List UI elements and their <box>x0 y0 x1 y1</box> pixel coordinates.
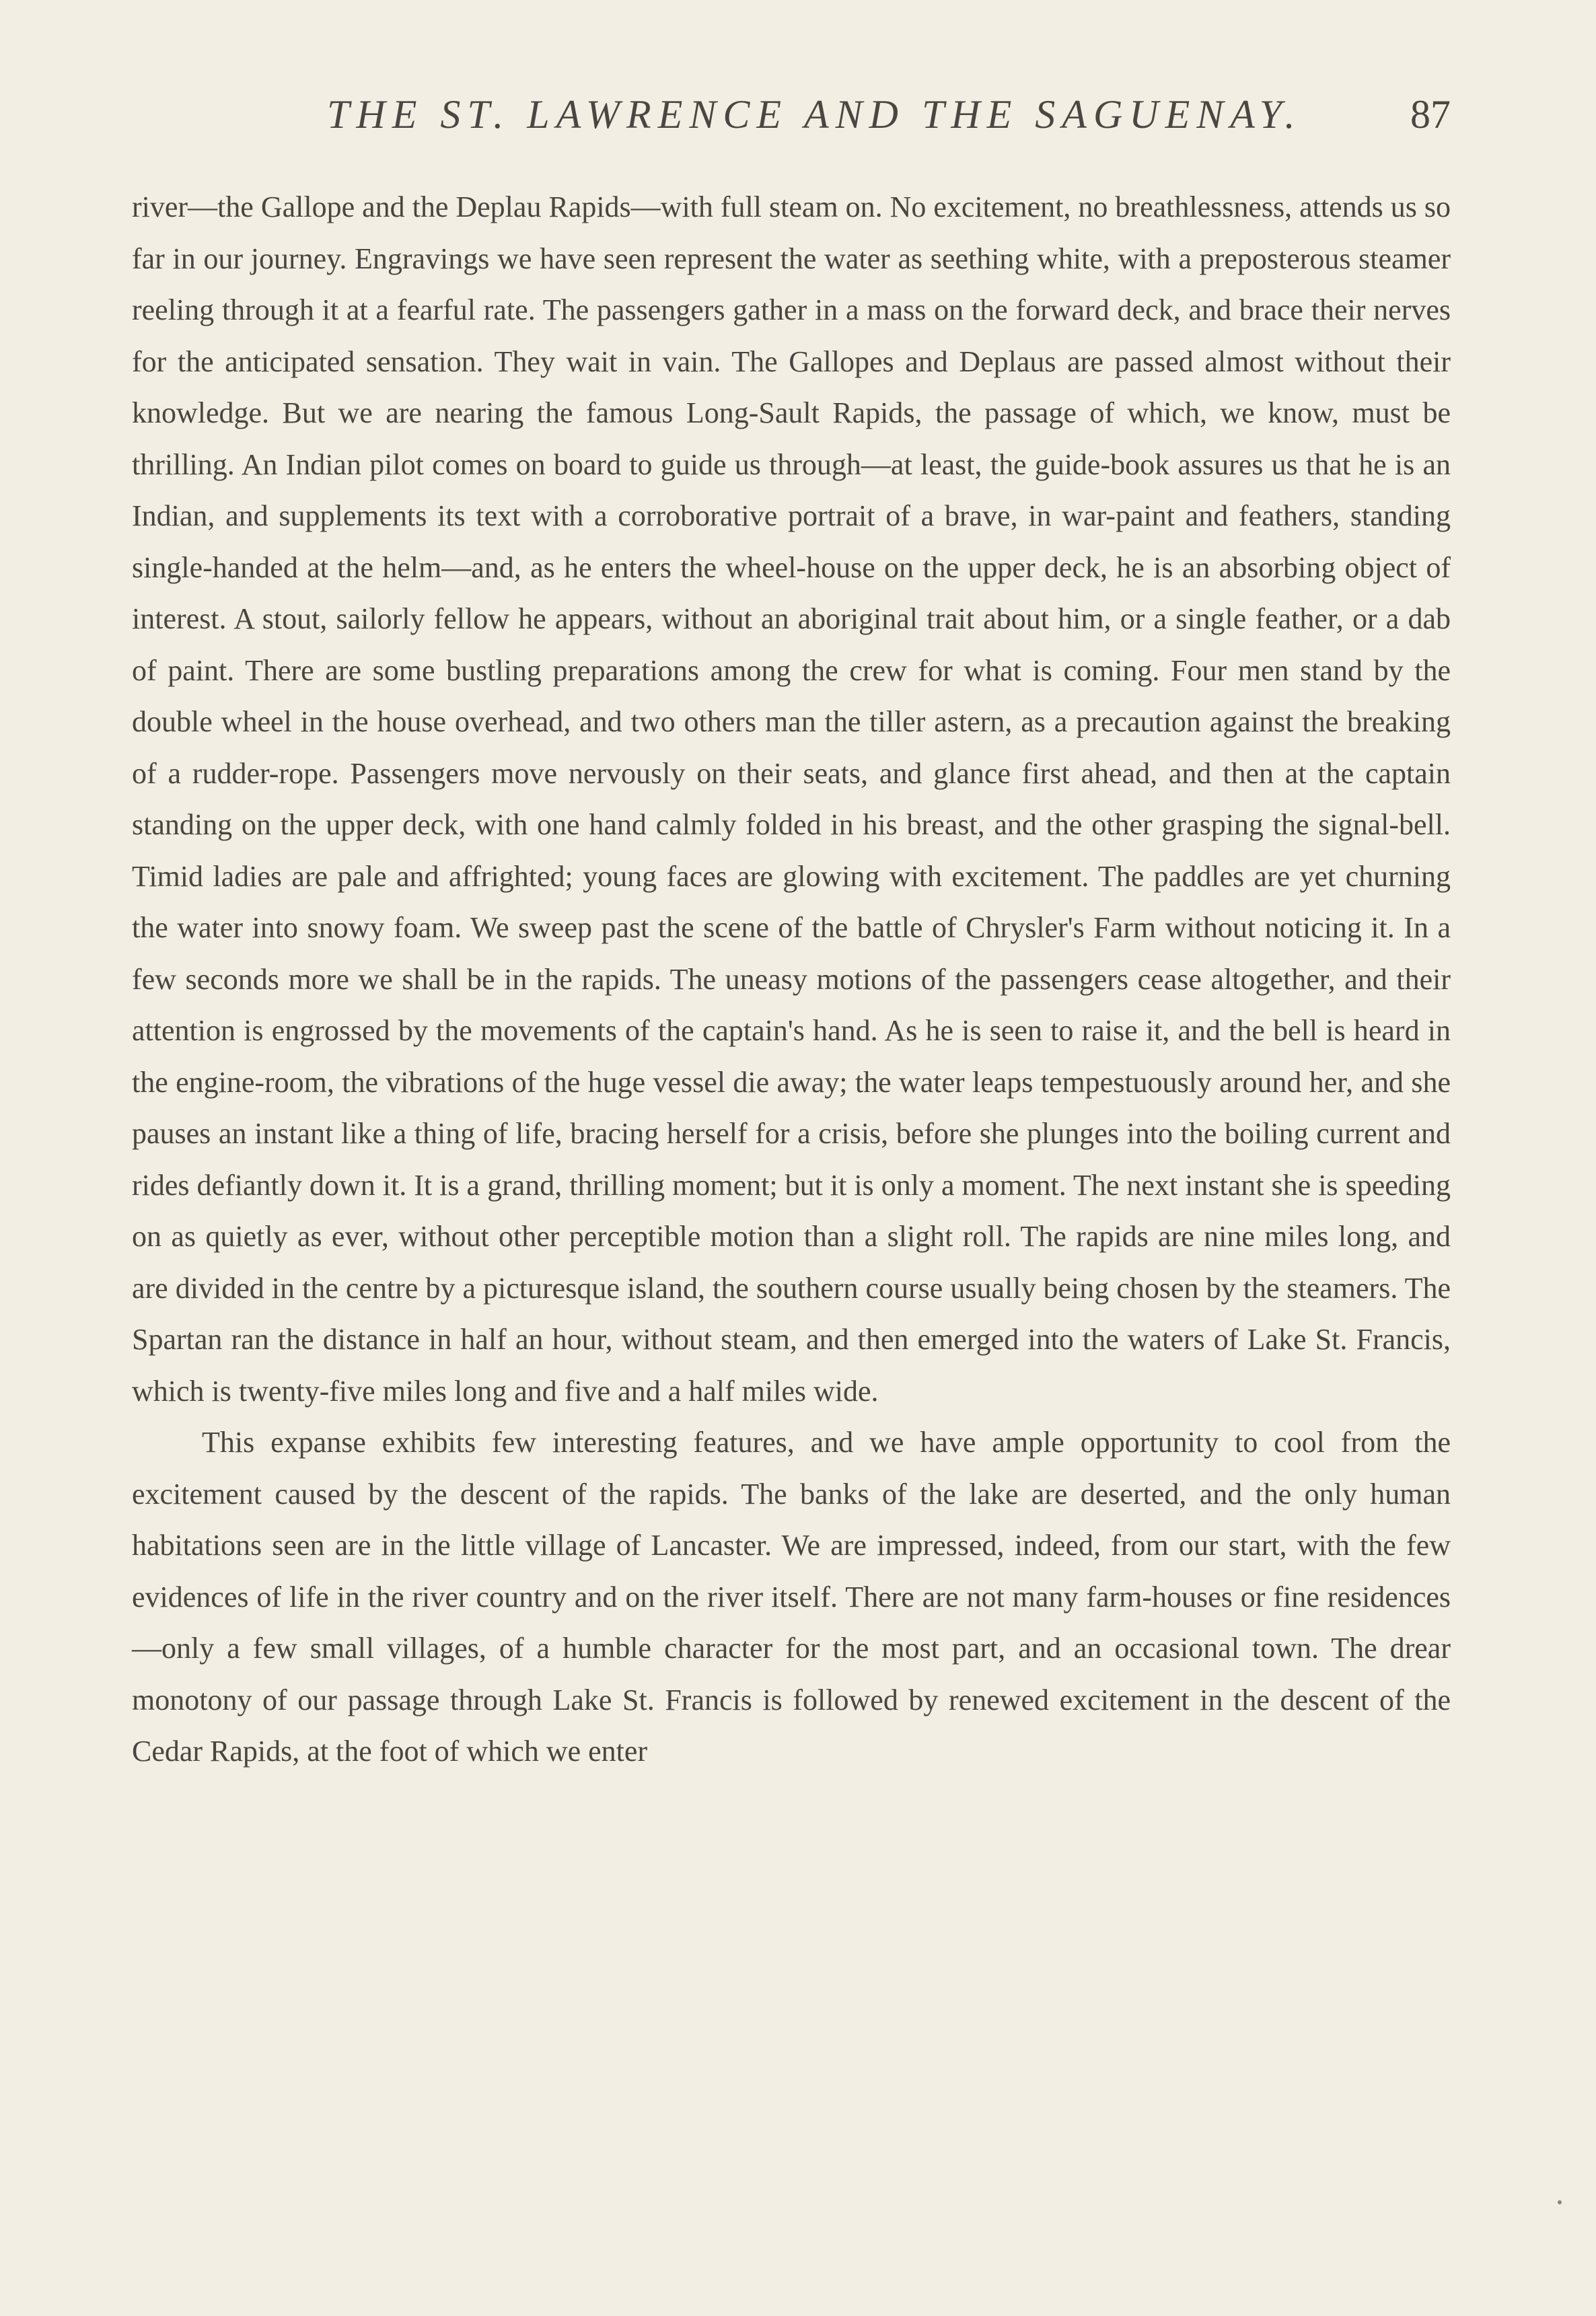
page-number: 87 <box>1410 92 1451 137</box>
print-speck <box>1558 2200 1562 2204</box>
body-text <box>132 182 1451 1778</box>
paragraph-lake-st-francis: This expanse exhibits few interesting features, and we have ample opportunity to cool from the excitement caused by the descent of the rapids. The banks of the lake are deserted, and the only human habitations seen are in the little village of Lancaster. We are impressed, indeed, from our start, with the few evidences of life in the river country and on the river itself. There are not many farm-houses or fine residences—only a few small villages, of a humble character for the most part, and an occasional town. The drear monotony of our passage through Lake St. Francis is followed by renewed excitement in the descent of the Cedar Rapids, at the foot of which we enter <box>132 1426 1451 1768</box>
paragraph-continued: river—the Gallope and the Deplau Rapids—with full steam on. No excitement, no breathlessness, attends us so far in our journey. Engravings we have seen represent the water as seething white, with a preposterous steamer reeling through it at a fearful rate. The passengers gather in a mass on the forward deck, and brace their nerves for the anticipated sensation. They wait in vain. The Gallopes and Deplaus are passed almost without their knowledge. But we are nearing the famous Long-Sault Rapids, the passage of which, we know, must be thrilling. An Indian pilot comes on board to guide us through—at least, the guide-book assures us that he is an Indian, and supplements its text with a corroborative portrait of a brave, in war-paint and feathers, standing single-handed at the helm—and, as he enters the wheel-house on the upper deck, he is an absorbing object of interest. A stout, sailorly fellow he appears, without an aboriginal trait about him, or a single feather, or a dab of paint. There are some bustling preparations among the crew for what is coming. Four men stand by the double wheel in the house overhead, and two others man the tiller astern, as a precaution against the breaking of a rudder-rope. Passengers move nervously on their seats, and glance first ahead, and then at the captain standing on the upper deck, with one hand calmly folded in his breast, and the other grasping the signal-bell. Timid ladies are pale and affrighted; young faces are glowing with excitement. The paddles are yet churning the water into snowy foam. We sweep past the scene of the battle of Chrysler's Farm without noticing it. In a few seconds more we shall be in the rapids. The uneasy motions of the passengers cease altogether, and their attention is engrossed by the movements of the captain's hand. As he is seen to raise it, and the bell is heard in the engine-room, the vibrations of the huge vessel die away; the water leaps tempestuously around her, and she pauses an instant like a thing of life, bracing herself for a crisis, before she plunges into the boiling current and rides defiantly down it. It is a grand, thrilling moment; but it is only a moment. The next instant she is speeding on as quietly as ever, without other perceptible motion than a slight roll. The rapids are nine miles long, and are divided in the centre by a picturesque island, the southern course usually being chosen by the steamers. The Spartan ran the distance in half an hour, without steam, and then emerged into the waters of Lake St. Francis, which is twenty-five miles long and five and a half miles wide. <box>132 190 1451 1408</box>
running-head <box>132 84 1451 145</box>
running-title: THE ST. LAWRENCE AND THE SAGUENAY. <box>327 92 1302 137</box>
